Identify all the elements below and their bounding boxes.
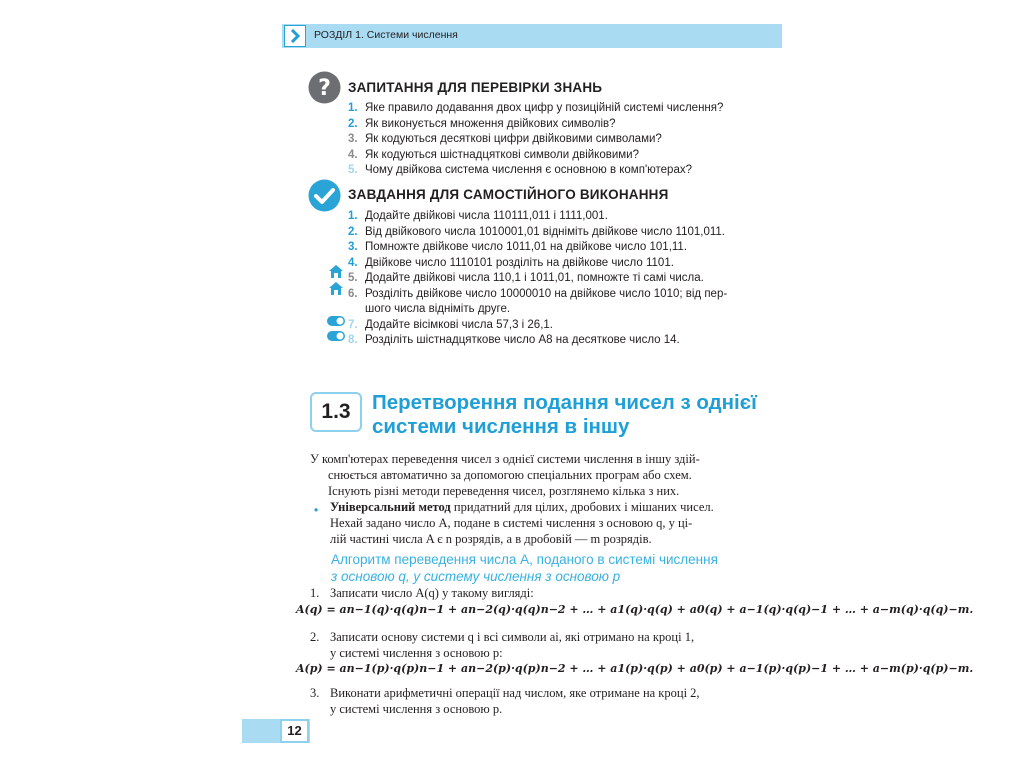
checkmark-icon	[308, 179, 341, 212]
tasks-list	[348, 209, 727, 349]
list-item: 1. Яке правило додавання двох цифр у позиційній системі числення?	[348, 102, 724, 114]
bullet-dot: •	[314, 503, 319, 517]
home-icon	[328, 281, 344, 301]
question-mark-icon	[308, 71, 341, 104]
list-item: 2. Як виконується множення двійкових символів?	[348, 117, 616, 130]
list-item: 2. Від двійкового числа 1010001,01 відніміть двійкове число 1101,011.	[348, 225, 725, 238]
page-number: 12	[280, 719, 309, 743]
step-number: 2.	[310, 630, 320, 644]
questions-title: ЗАПИТАННЯ ДЛЯ ПЕРЕВІРКИ ЗНАНЬ	[348, 80, 603, 95]
step-text: Записати основу системи q і всі символи ai, які отримано на кроці 1, у системі числення з основою p:	[330, 630, 695, 660]
formula-base-p: A(p) = an−1(p)·q(p)n−1 + an−2(p)·q(p)n−2 + … + a1(p)·q(p) + a0(p) + a−1(p)·q(p)−1 + … + a−m(p)·q(p)−m.	[296, 662, 974, 675]
chapter-header-text: РОЗДІЛ 1. Системи числення	[314, 29, 458, 41]
list-item: 3. Помножте двійкове число 1011,01 на двійкове число 101,11.	[348, 241, 688, 253]
list-item: 1. Додайте двійкові числа 110111,011 і 1111,001.	[348, 210, 608, 222]
chevron-right-icon	[284, 25, 306, 47]
list-item: 5. Додайте двійкові числа 110,1 і 1011,01, помножте ті самі числа.	[348, 272, 704, 284]
list-item: 7. Додайте вісімкові числа 57,3 і 26,1.	[348, 318, 553, 331]
toggle-icon	[327, 328, 345, 346]
list-item: 8. Розділіть шістнадцяткове число А8 на десяткове число 14.	[348, 334, 680, 346]
step-text: Виконати арифметичні операції над числом, яке отримане на кроці 2, у системі числення з основою p.	[330, 686, 700, 716]
list-item-continuation: шого числа відніміть друге.	[365, 303, 511, 315]
step-number: 1.	[310, 586, 320, 600]
questions-list	[348, 101, 723, 179]
svg-text:?: ?	[318, 76, 331, 101]
list-item: 6. Розділіть двійкове число 10000010 на двійкове число 1010; від пер-	[348, 287, 728, 300]
tasks-title: ЗАВДАННЯ ДЛЯ САМОСТІЙНОГО ВИКОНАННЯ	[348, 187, 669, 202]
section-title: Перетворення подання чисел з однієї системи числення в іншу	[372, 391, 757, 438]
paragraph-universal-method: Універсальний метод придатний для цілих, дробових і мішаних чисел. Нехай задано число A, подане в системі числення з основою q, у ці- лій частині числа A є n розрядів, а в дробовій — m розрядів.	[330, 500, 714, 546]
paragraph-intro: У комп'ютерах переведення чисел з однієї системи числення в іншу здій- снюється автоматично за допомогою спеціальних програм або схем. Існують різні методи переведення чисел, розглянемо кілька з них.	[310, 452, 700, 498]
list-item: 4. Двійкове число 1110101 розділіть на двійкове число 1101.	[348, 256, 674, 269]
formula-base-q: A(q) = an−1(q)·q(q)n−1 + an−2(q)·q(q)n−2 + … + a1(q)·q(q) + a0(q) + a−1(q)·q(q)−1 + … + a−m(q)·q(q)−m.	[296, 603, 974, 616]
list-item: 4. Як кодуються шістнадцяткові символи двійковими?	[348, 148, 639, 161]
step-text: Записати число A(q) у такому вигляді:	[330, 586, 534, 600]
algorithm-heading: Алгоритм переведення числа A, поданого в системі числення з основою q, у систему числення з основою p	[331, 552, 718, 584]
list-item: 5. Чому двійкова система числення є основною в комп'ютерах?	[348, 164, 692, 176]
section-number-box: 1.3	[310, 392, 362, 432]
list-item: 3. Як кодуються десяткові цифри двійковими символами?	[348, 133, 662, 145]
step-number: 3.	[310, 686, 320, 700]
